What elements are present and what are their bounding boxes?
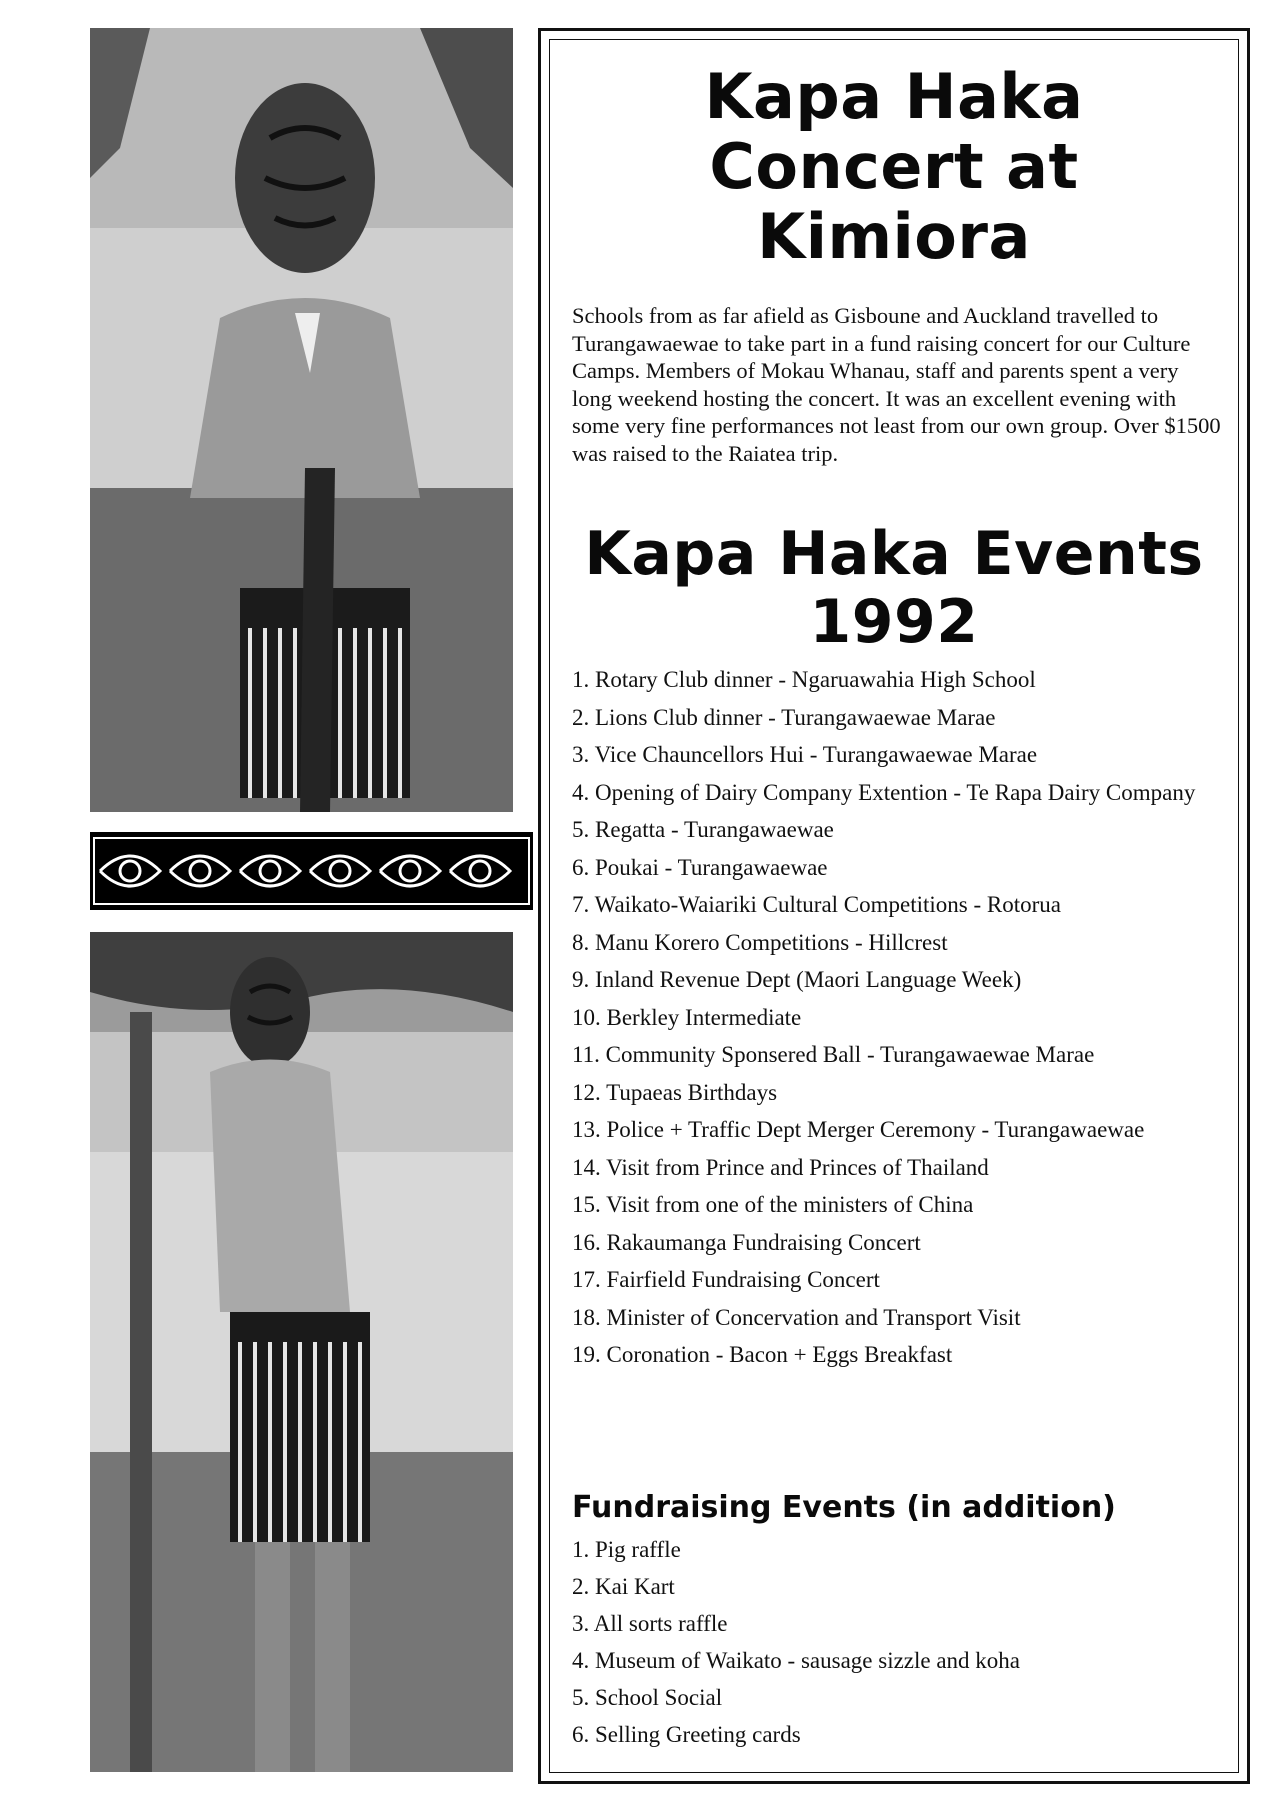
performer-top-illustration — [90, 28, 513, 812]
list-item: 13. Police + Traffic Dept Merger Ceremony - Turangawaewae — [572, 1117, 1145, 1142]
list-item: 19. Coronation - Bacon + Eggs Breakfast — [572, 1342, 953, 1367]
list-item: 17. Fairfield Fundraising Concert — [572, 1267, 880, 1292]
list-item: 6. Selling Greeting cards — [572, 1722, 801, 1747]
list-item: 8. Manu Korero Competitions - Hillcrest — [572, 929, 948, 955]
photo-performer-bottom — [90, 932, 513, 1772]
concert-headline-line-3: Kimiora — [757, 200, 1031, 273]
list-item: 4. Opening of Dairy Company Extention - Te Rapa Dairy Company — [572, 779, 1196, 805]
events-headline — [550, 520, 1238, 656]
concert-headline-line-2: Concert at — [709, 130, 1079, 203]
events-headline-line-2: 1992 — [809, 587, 979, 657]
events-headline-line-1: Kapa Haka Events — [584, 519, 1204, 589]
concert-headline-line-1: Kapa Haka — [704, 60, 1084, 133]
list-item: 5. Regatta - Turangawaewae — [572, 817, 834, 842]
list-item: 4. Museum of Waikato - sausage sizzle and koha — [572, 1648, 1021, 1673]
koru-pattern-band — [90, 832, 533, 910]
list-item: 16. Rakaumanga Fundraising Concert — [572, 1229, 921, 1255]
list-item: 15. Visit from one of the ministers of China — [572, 1192, 974, 1217]
list-item: 3. Vice Chauncellors Hui - Turangawaewae Marae — [572, 742, 1038, 767]
list-item: 6. Poukai - Turangawaewae — [572, 854, 828, 880]
fundraising-list — [572, 1535, 1222, 1757]
koru-pattern-icon — [90, 832, 533, 910]
fundraising-headline: Fundraising Events (in addition) — [572, 1490, 1116, 1525]
list-item: 10. Berkley Intermediate — [572, 1004, 802, 1030]
concert-headline — [550, 62, 1238, 272]
list-item: 1. Pig raffle — [572, 1537, 681, 1562]
performer-bottom-illustration — [90, 932, 513, 1772]
list-item: 18. Minister of Concervation and Transport Visit — [572, 1304, 1021, 1330]
list-item: 2. Kai Kart — [572, 1574, 675, 1599]
list-item: 1. Rotary Club dinner - Ngaruawahia High School — [572, 667, 1036, 692]
events-list — [572, 665, 1222, 1378]
list-item: 5. School Social — [572, 1685, 723, 1710]
article-panel — [538, 28, 1250, 1784]
article-panel-inner-border — [549, 39, 1239, 1773]
list-item: 2. Lions Club dinner - Turangawaewae Marae — [572, 704, 996, 730]
list-item: 12. Tupaeas Birthdays — [572, 1079, 778, 1105]
photo-performer-top — [90, 28, 513, 812]
list-item: 14. Visit from Prince and Princes of Thailand — [572, 1154, 989, 1180]
list-item: 7. Waikato-Waiariki Cultural Competitions - Rotorua — [572, 892, 1062, 917]
list-item: 11. Community Sponsered Ball - Turangawaewae Marae — [572, 1042, 1095, 1067]
concert-paragraph: Schools from as far afield as Gisboune and Auckland travelled to Turangawaewae to take part in a fund raising concert for our Culture Camps. Members of Mokau Whanau, staff and parents spent a very long weekend hosting the concert. It was an excellent evening with some very fine performances not least from our own group. Over $1500 was raised to the Raiatea trip. — [572, 303, 1221, 466]
list-item: 3. All sorts raffle — [572, 1611, 728, 1636]
list-item: 9. Inland Revenue Dept (Maori Language Week) — [572, 967, 1022, 992]
